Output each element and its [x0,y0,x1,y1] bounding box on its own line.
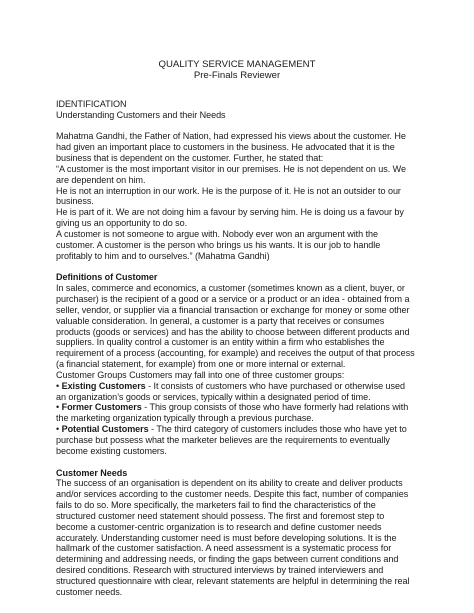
bullet-glyph: • [56,402,60,413]
quote-line: A customer is not someone to argue with. Nobody ever won an argument with the customer. A customer is the person who brings us his wants. It is our job to handle profitably to him and to ourselves.” (Mahatma Gandhi) [56,228,381,261]
document-title: QUALITY SERVICE MANAGEMENT [158,59,316,70]
bullet-potential [56,424,416,457]
definitions-paragraph: In sales, commerce and economics, a customer (sometimes known as a client, buyer, or purchaser) is the recipient of a good or a service or a product or an idea - obtained from a seller, vendor, or supplier via a financial transaction or exchange for money or some other valuable consideration. In general, a customer is a party that receives or consumes products (goods or services) and has the ability to choose between different products and suppliers. In quality control a customer is an entity within a firm who establishes the requirement of a process (accounting, for example) and receives the output of that process (a financial statement, for example) from one or more internal or external. [56,283,415,370]
section-topic: Understanding Customers and their Needs [56,109,226,120]
document-body [56,88,416,598]
document-subtitle: Pre-Finals Reviewer [193,70,281,81]
existing-text: - It consists of customers who have purchased or otherwise used an organization’s goods or services, typically within a designated period of time. [56,380,405,402]
bullet-glyph: • [56,380,60,391]
groups-intro: Customer Groups Customers may fall into one of three customer groups: [56,369,345,380]
gandhi-paragraph: Mahatma Gandhi, the Father of Nation, had expressed his views about the customer. He had given an important place to customers in the business. He advocated that it is the business that is dependent on the customer. Further, he stated that: [56,131,406,164]
section-label: IDENTIFICATION [56,98,127,109]
potential-label: Potential Customers [61,424,149,435]
needs-heading: Customer Needs [56,467,128,478]
potential-text: - The third category of customers includes those who have yet to purchase but possess what the marketer believes are the requirements to eventually become existing customers. [56,424,407,456]
bullet-glyph: • [56,424,60,435]
definitions-heading: Definitions of Customer [56,272,158,283]
bullet-existing [56,381,416,403]
former-label: Former Customers [61,402,142,413]
quote-line: “A customer is the most important visitor in our premises. He is not dependent on us. We are dependent on him. [56,163,406,185]
quote-line: He is not an interruption in our work. He is the purpose of it. He is not an outsider to our business. [56,185,401,207]
former-text: - This group consists of those who have formerly had relations with the marketing organization typically through a previous purchase. [56,402,409,424]
needs-paragraph: The success of an organisation is dependent on its ability to create and deliver products and/or services according to the customer needs. Despite this fact, number of companies fails to do so. More specifically, the marketers fail to find the characteristics of the structured customer need statement should possess. The first and foremost step to become a customer-centric organization is to research and define customer needs accurately. Understanding customer need is must before developing solutions. It is the hallmark of the customer satisfaction. A need assessment is a systematic process for determining and addressing needs, or finding the gaps between current conditions and desired conditions. Research with structured interviews by trained interviewers and structured questionnaire with clear, relevant statements are helpful in determining the real customer needs. [56,478,410,597]
existing-label: Existing Customers [61,380,146,391]
quote-line: He is part of it. We are not doing him a favour by serving him. He is doing us a favour by giving us an opportunity to do so. [56,207,404,229]
bullet-former [56,402,416,424]
